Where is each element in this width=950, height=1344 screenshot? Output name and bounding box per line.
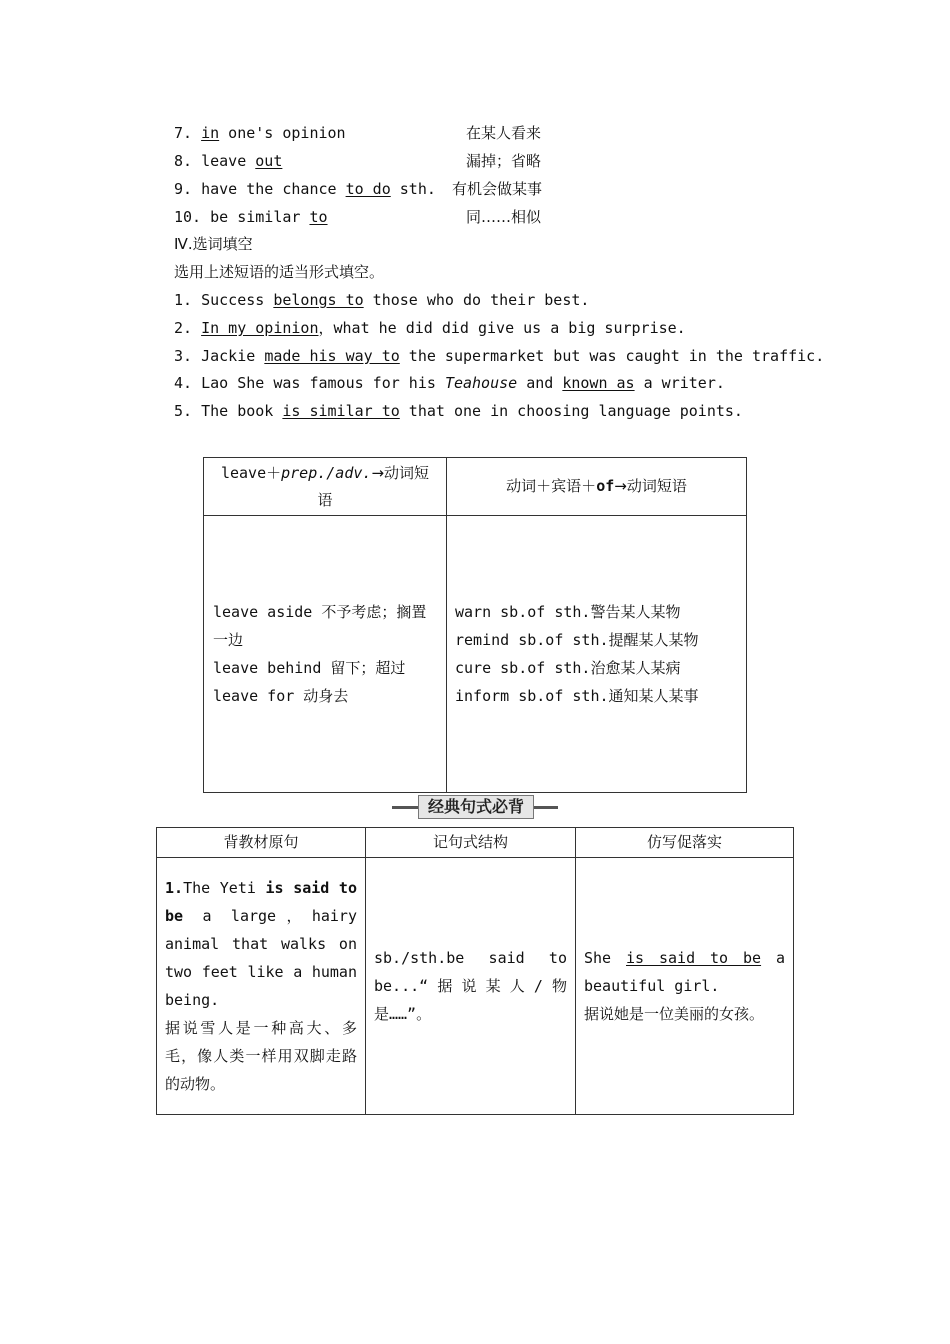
phrase-translation: 同……相似	[466, 208, 542, 226]
phrase-table-header-1: leave＋prep./adv.→动词短 语	[204, 458, 447, 516]
sentence-table	[156, 827, 794, 1115]
phrase-translation: 漏掉；省略	[466, 152, 542, 170]
phrase-line: 一边	[213, 631, 244, 649]
answer-blank: made his way to	[264, 347, 400, 365]
phrase-line: leave aside 不予考虑；搁置	[213, 603, 427, 621]
column-header: 记句式结构	[366, 828, 576, 858]
exercise-item: 1. Success belongs to those who do their best.	[174, 291, 590, 309]
structure-cell: sb./sth.be said to be...“据说某人/物是……”。	[366, 858, 576, 1115]
exercise-item: 5. The book is similar to that one in choosing language points.	[174, 402, 743, 420]
phrase-table-header-2: 动词＋宾语＋of→动词短语	[447, 458, 747, 516]
phrase-table-leave-cell	[204, 516, 447, 793]
answer-blank: known as	[562, 374, 635, 392]
phrase-line: leave behind 留下；超过	[213, 659, 406, 677]
column-header: 背教材原句	[157, 828, 366, 858]
column-header: 仿写促落实	[576, 828, 794, 858]
phrase-line: cure sb.of sth.治愈某人某病	[455, 659, 681, 677]
section-heading: Ⅳ.选词填空	[174, 235, 253, 253]
phrase-line: inform sb.of sth.通知某人某事	[455, 687, 699, 705]
book-title: Teahouse	[444, 374, 518, 392]
imitation-translation: 据说她是一位美丽的女孩。	[584, 1005, 765, 1023]
banner-title: 经典句式必背	[418, 795, 534, 819]
answer-blank: is said to be	[626, 949, 762, 967]
phrase-translation: 有机会做某事	[452, 180, 543, 198]
answer-blank: In my opinion	[201, 319, 319, 337]
section-banner	[392, 795, 558, 819]
phrase-line: warn sb.of sth.警告某人某物	[455, 603, 681, 621]
answer-blank: belongs to	[273, 291, 364, 309]
phrase-line: remind sb.of sth.提醒某人某物	[455, 631, 699, 649]
phrase-item: 8. leave out	[174, 152, 283, 170]
imitation-cell: She is said to be a beautiful girl. 据说她是一位美丽的女孩。	[576, 858, 794, 1115]
phrase-table	[203, 457, 747, 793]
key-structure: is said to be	[165, 879, 357, 925]
phrase-item: 10. be similar to	[174, 208, 328, 226]
answer-blank: in	[201, 124, 220, 142]
exercise-item: 2. In my opinion，what he did did give us a big surprise.	[174, 319, 686, 337]
answer-blank: to	[309, 208, 328, 226]
phrase-item: 9. have the chance to do sth.	[174, 180, 436, 198]
sentence-translation: 据说雪人是一种高大、多毛，像人类一样用双脚走路的动物。	[165, 1019, 357, 1093]
answer-blank: out	[255, 152, 283, 170]
phrase-item: 7. in one's opinion	[174, 124, 346, 142]
exercise-item: 3. Jackie made his way to the supermarket but was caught in the traffic.	[174, 347, 825, 365]
phrase-table-of-cell	[447, 516, 747, 793]
phrase-translation: 在某人看来	[466, 124, 542, 142]
section-instruction: 选用上述短语的适当形式填空。	[174, 263, 385, 281]
answer-blank: to do	[345, 180, 391, 198]
answer-blank: is similar to	[282, 402, 400, 420]
original-sentence-cell: 1.The Yeti is said to be a large，hairy animal that walks on two feet like a human being. 据说雪人是一种高大、多毛，像人类一样用双脚走路的动物。	[157, 858, 366, 1115]
phrase-line: leave for 动身去	[213, 687, 349, 705]
exercise-item: 4. Lao She was famous for his Teahouse and known as a writer.	[174, 374, 725, 392]
